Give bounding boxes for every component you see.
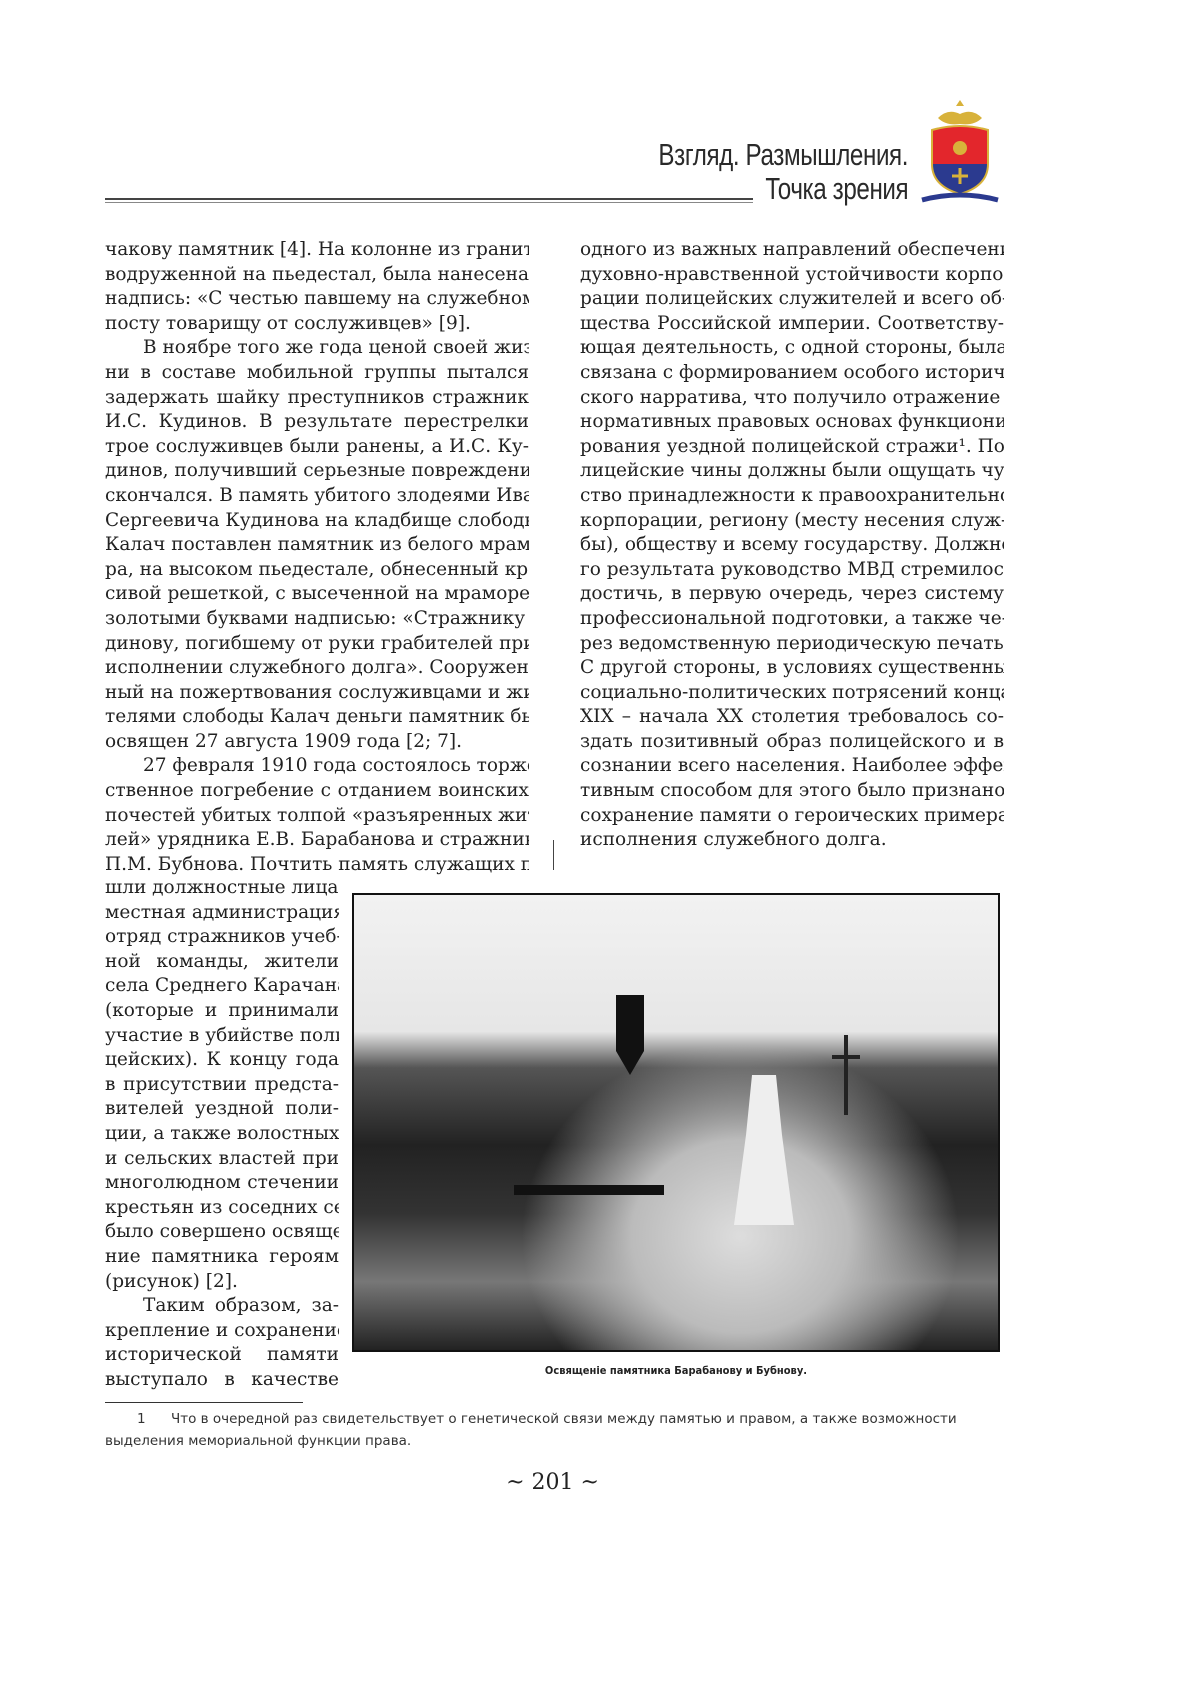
text-line: ственное погребение с отданием воинских: [105, 779, 529, 804]
text-line: здать позитивный образ полицейского и в: [580, 730, 1004, 755]
column-divider: [553, 840, 554, 870]
text-line: отряд стражников учеб-: [105, 925, 339, 950]
table: [514, 1185, 664, 1195]
text-line: нормативных правовых основах функциони-: [580, 410, 1004, 435]
text-line: почестей убитых толпой «разъяренных жите-: [105, 804, 529, 829]
text-line: динову, погибшему от руки грабителей при: [105, 632, 529, 657]
section-title-line2: Точка зрения: [765, 171, 908, 207]
text-line: XIX – начала XX столетия требовалось со-: [580, 705, 1004, 730]
text-line: исторической памяти: [105, 1343, 339, 1368]
text-line: местная администрация,: [105, 901, 339, 926]
text-line: ной команды, жители: [105, 950, 339, 975]
text-line: телями слободы Калач деньги памятник был: [105, 705, 529, 730]
text-line: крестьян из соседних сел: [105, 1196, 339, 1221]
text-line: исполнения служебного долга.: [580, 828, 1004, 853]
text-line: рез ведомственную периодическую печать.: [580, 632, 1004, 657]
text-line: одного из важных направлений обеспечения: [580, 238, 1004, 263]
text-line: ный на пожертвования сослуживцами и жи-: [105, 681, 529, 706]
text-line: посту товарищу от сослуживцев» [9].: [105, 312, 529, 337]
text-line: связана с формированием особого историче-: [580, 361, 1004, 386]
text-line: надпись: «С честью павшему на служебном: [105, 287, 529, 312]
text-line: ство принадлежности к правоохранительной: [580, 484, 1004, 509]
text-line: П.М. Бубнова. Почтить память служащих при-: [105, 853, 529, 878]
text-line: села Среднего Карачана: [105, 974, 339, 999]
text-line: вителей уездной поли-: [105, 1097, 339, 1122]
text-line: водруженной на пьедестал, была нанесена: [105, 263, 529, 288]
text-line: ции, а также волостных: [105, 1122, 339, 1147]
text-line: бы), обществу и всему государству. Должно-: [580, 533, 1004, 558]
paragraph: [580, 238, 1004, 853]
text-line: духовно-нравственной устойчивости корпо-: [580, 263, 1004, 288]
text-line: крепление и сохранение: [105, 1319, 339, 1344]
text-line: профессиональной подготовки, а также че-: [580, 607, 1004, 632]
text-line: ние памятника героям: [105, 1245, 339, 1270]
text-line: было совершено освяще-: [105, 1220, 339, 1245]
text-line: тивным способом для этого было признано: [580, 779, 1004, 804]
text-line: го результата руководство МВД стремилось: [580, 558, 1004, 583]
text-line: ющая деятельность, с одной стороны, была: [580, 336, 1004, 361]
text-line: корпорации, региону (месту несения служ-: [580, 509, 1004, 534]
text-line: трое сослуживцев были ранены, а И.С. Ку-: [105, 435, 529, 460]
text-line: ского нарратива, что получило отражение в: [580, 386, 1004, 411]
footnote-rule: [105, 1402, 303, 1403]
text-line: щества Российской империи. Соответству-: [580, 312, 1004, 337]
text-line: цейских). К концу года: [105, 1048, 339, 1073]
paragraph: [105, 238, 529, 336]
paragraph: [105, 876, 339, 1294]
text-line: Таким образом, за-: [105, 1294, 339, 1319]
text-line: задержать шайку преступников стражник: [105, 386, 529, 411]
text-line: скончался. В память убитого злодеями Ивана: [105, 484, 529, 509]
police-emblem-logo: [918, 96, 1002, 208]
text-line: рации полицейских служителей и всего об-: [580, 287, 1004, 312]
journal-page: [0, 0, 1200, 1697]
section-title-line1: Взгляд. Размышления.: [658, 137, 908, 173]
text-line: Сергеевича Кудинова на кладбище слободы: [105, 509, 529, 534]
text-line: динов, получивший серьезные повреждения,: [105, 459, 529, 484]
left-narrow-column-text: [105, 876, 339, 1392]
church-banner: [616, 995, 644, 1075]
text-line: В ноябре того же года ценой своей жиз-: [105, 336, 529, 361]
text-line: 27 февраля 1910 года состоялось торже-: [105, 754, 529, 779]
page-number: ~ 201 ~: [0, 1470, 1105, 1495]
text-line: С другой стороны, в условиях существенных: [580, 656, 1004, 681]
text-line: ни в составе мобильной группы пытался: [105, 361, 529, 386]
text-line: рования уездной полицейской стражи¹. По-: [580, 435, 1004, 460]
header-rule: [105, 198, 753, 200]
grave-cross-bar: [832, 1055, 860, 1059]
text-line: в присутствии предста-: [105, 1073, 339, 1098]
footnote-text: Что в очередной раз свидетельствует о генетической связи между памятью и правом, а также возможности выделения мемориальной функции права.: [105, 1411, 957, 1449]
paragraph: [105, 754, 529, 877]
text-line: (которые и принимали: [105, 999, 339, 1024]
right-column-text: [580, 238, 1004, 853]
text-line: золотыми буквами надписью: «Стражнику Ку-: [105, 607, 529, 632]
text-line: выступало в качестве: [105, 1368, 339, 1393]
text-line: лицейские чины должны были ощущать чув-: [580, 459, 1004, 484]
text-line: сознании всего населения. Наиболее эффек-: [580, 754, 1004, 779]
paragraph: [105, 1294, 339, 1392]
text-line: многолюдном стечении: [105, 1171, 339, 1196]
left-column-text: [105, 238, 529, 877]
monument: [734, 1075, 794, 1225]
text-line: Калач поставлен памятник из белого мрамо-: [105, 533, 529, 558]
historical-photo-monument-consecration: [352, 893, 1000, 1352]
text-line: (рисунок) [2].: [105, 1270, 339, 1295]
figure-caption: Освященіе памятника Барабанову и Бубнову.: [384, 1364, 967, 1377]
text-line: шли должностные лица и: [105, 876, 339, 901]
text-line: сивой решеткой, с высеченной на мраморе: [105, 582, 529, 607]
text-line: И.С. Кудинов. В результате перестрелки: [105, 410, 529, 435]
text-line: ра, на высоком пьедестале, обнесенный кра-: [105, 558, 529, 583]
text-line: участие в убийстве поли-: [105, 1024, 339, 1049]
footnote: [105, 1408, 1005, 1452]
text-line: исполнении служебного долга». Сооружен-: [105, 656, 529, 681]
text-line: лей» урядника Е.В. Барабанова и стражника: [105, 828, 529, 853]
header-rule-thin: [105, 202, 753, 203]
paragraph: [105, 336, 529, 754]
text-line: и сельских властей при: [105, 1147, 339, 1172]
text-line: освящен 27 августа 1909 года [2; 7].: [105, 730, 529, 755]
grave-cross: [844, 1035, 848, 1115]
text-line: чакову памятник [4]. На колонне из гранита,: [105, 238, 529, 263]
text-line: сохранение памяти о героических примерах: [580, 804, 1004, 829]
text-line: социально-политических потрясений конца: [580, 681, 1004, 706]
text-line: достичь, в первую очередь, через систему: [580, 582, 1004, 607]
footnote-number: 1: [105, 1408, 171, 1430]
